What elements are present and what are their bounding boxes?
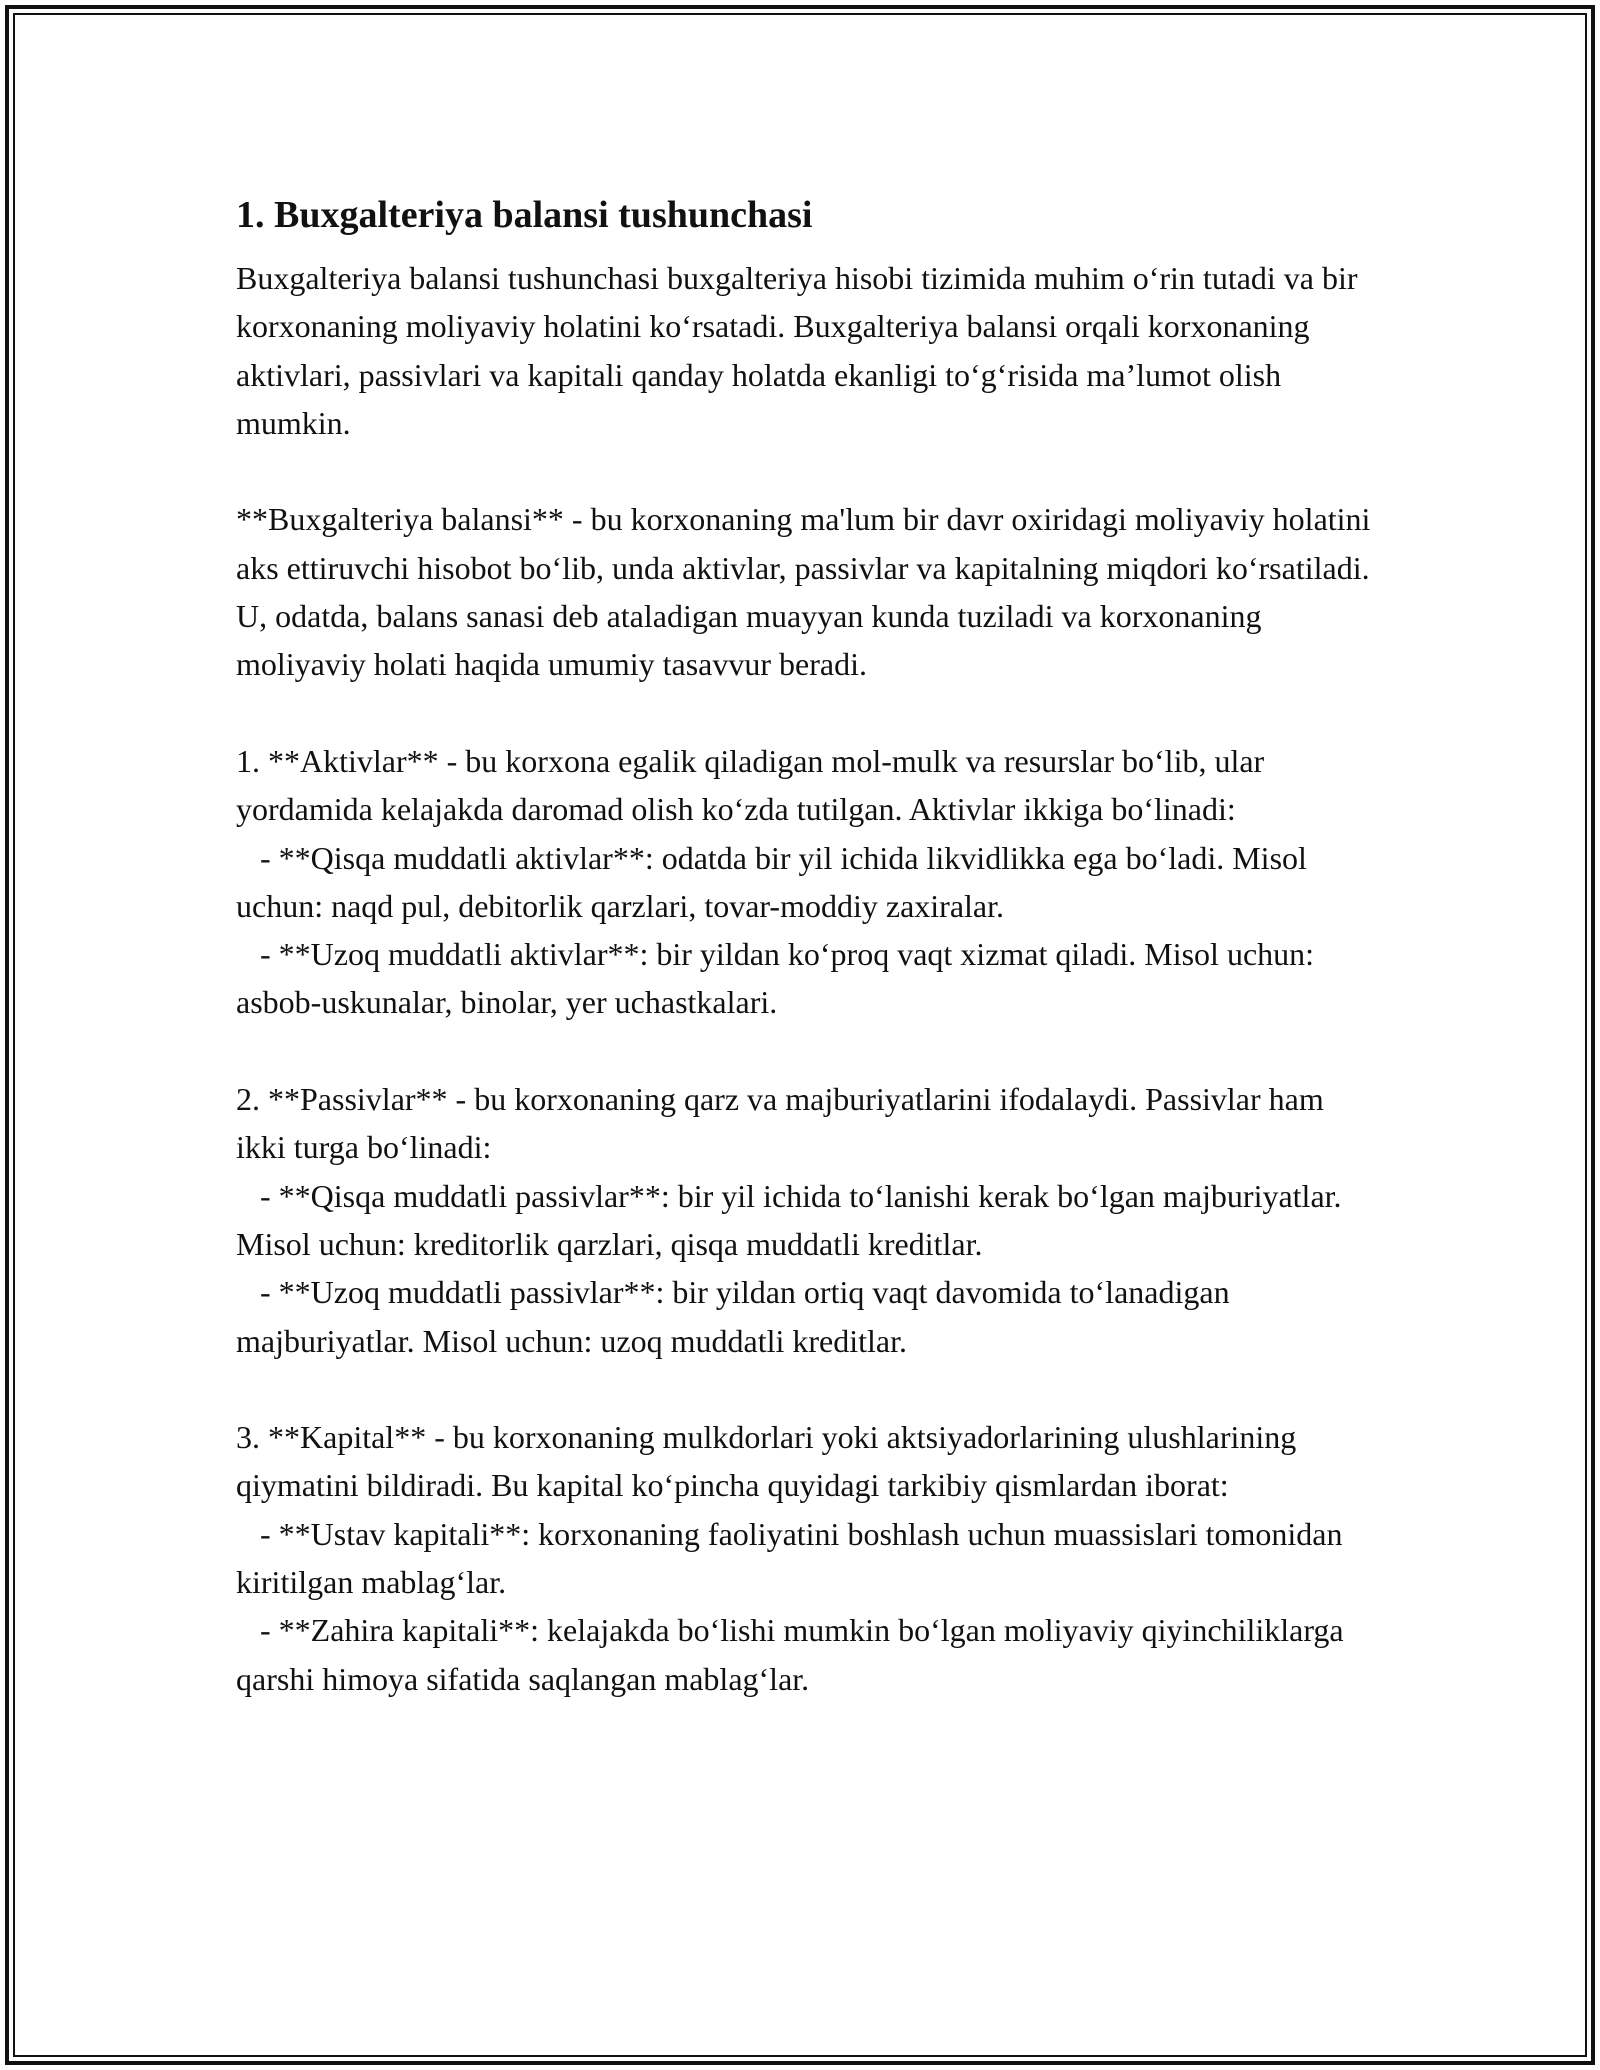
section-intro: 1. **Aktivlar** - bu korxona egalik qiladigan mol-mulk va resurslar bo‘lib, ular yordamida kelajakda daromad olish ko‘zda tutilgan. Aktivlar ikkiga bo‘linadi:	[236, 742, 1265, 828]
intro-paragraph: Buxgalteriya balansi tushunchasi buxgalteriya hisobi tizimida muhim o‘rin tutadi va bir korxonaning moliyaviy holatini ko‘rsatadi. Buxgalteriya balansi orqali korxonaning aktivlari, passivlari va kapitali qanday holatda ekanligi to‘g‘risida ma’lumot olish mumkin.	[236, 260, 1358, 441]
blank-line	[236, 447, 1376, 495]
definition-paragraph: **Buxgalteriya balansi** - bu korxonaning ma'lum bir davr oxiridagi moliyaviy holatini aks ettiruvchi hisobot bo‘lib, unda aktivlar, passivlar va kapitalning miqdori ko‘rsatiladi. U, odatda, balans sanasi deb ataladigan muayyan kunda tuziladi va korxonaning moliyaviy holati haqida umumiy tasavvur beradi.	[236, 501, 1371, 683]
list-item: - **Qisqa muddatli passivlar**: bir yil ichida to‘lanishi kerak bo‘lgan majburiyatlar. Misol uchun: kreditorlik qarzlari, qisqa muddatli kreditlar.	[236, 1177, 1350, 1262]
list-item: - **Zahira kapitali**: kelajakda bo‘lishi mumkin bo‘lgan moliyaviy qiyinchiliklarga qarshi himoya sifatida saqlangan mablag‘lar.	[236, 1612, 1352, 1697]
section-aktivlar	[236, 737, 1376, 1027]
document-body	[236, 182, 1376, 1703]
list-item: - **Qisqa muddatli aktivlar**: odatda bir yil ichida likvidlikka ega bo‘ladi. Misol uchun: naqd pul, debitorlik qarzlari, tovar-moddiy zaxiralar.	[236, 839, 1315, 924]
section-kapital	[236, 1413, 1376, 1703]
list-item: - **Uzoq muddatli passivlar**: bir yildan ortiq vaqt davomida to‘lanadigan majburiyatlar. Misol uchun: uzoq muddatli kreditlar.	[236, 1274, 1238, 1359]
list-item: - **Ustav kapitali**: korxonaning faoliyatini boshlash uchun muassislari tomonidan kiritilgan mablag‘lar.	[236, 1515, 1351, 1601]
list-item: - **Uzoq muddatli aktivlar**: bir yildan ko‘proq vaqt xizmat qiladi. Misol uchun: asbob-uskunalar, binolar, yer uchastkalari.	[236, 936, 1323, 1021]
blank-line	[236, 1365, 1376, 1413]
section-intro: 2. **Passivlar** - bu korxonaning qarz va majburiyatlarini ifodalaydi. Passivlar ham ikki turga bo‘linadi:	[236, 1081, 1324, 1166]
section-intro: 3. **Kapital** - bu korxonaning mulkdorlari yoki aktsiyadorlarining ulushlarining qiymatini bildiradi. Bu kapital ko‘pincha quyidagi tarkibiy qismlardan iborat:	[236, 1419, 1297, 1504]
section-passivlar	[236, 1075, 1376, 1365]
document-title: 1. Buxgalteriya balansi tushunchasi	[236, 194, 813, 236]
blank-line	[236, 1027, 1376, 1075]
blank-line	[236, 689, 1376, 737]
